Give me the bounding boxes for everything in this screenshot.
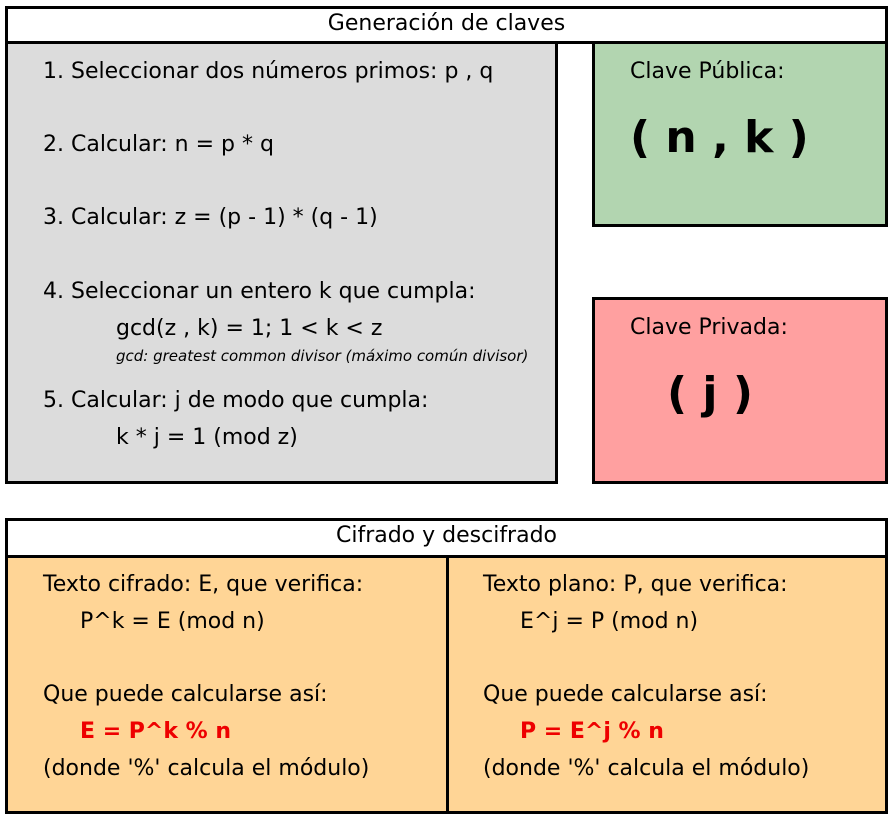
step-4-note: gcd: greatest common divisor (máximo común divisor) [116,347,529,365]
step-4-condition: gcd(z , k) = 1; 1 < k < z [116,316,383,341]
encrypt-line-1: Texto cifrado: E, que verifica: [43,572,364,597]
step-1: 1. Seleccionar dos números primos: p , q [43,59,494,84]
step-3: 3. Calcular: z = (p - 1) * (q - 1) [43,205,378,230]
cipher-title: Cifrado y descifrado [5,518,888,558]
encrypt-line-2: P^k = E (mod n) [80,609,265,634]
step-4: 4. Seleccionar un entero k que cumpla: [43,279,476,304]
keygen-title: Generación de claves [5,6,888,44]
encrypt-line-3: Que puede calcularse así: [43,682,328,707]
decrypt-note: (donde '%' calcula el módulo) [483,756,810,781]
public-key-label: Clave Pública: [630,59,785,84]
encrypt-formula: E = P^k % n [80,719,231,744]
step-5: 5. Calcular: j de modo que cumpla: [43,388,429,413]
keygen-steps-panel [5,41,558,484]
decrypt-line-2: E^j = P (mod n) [520,609,699,634]
decrypt-line-1: Texto plano: P, que verifica: [483,572,788,597]
decrypt-line-3: Que puede calcularse así: [483,682,768,707]
step-5-condition: k * j = 1 (mod z) [116,425,298,450]
step-2: 2. Calcular: n = p * q [43,132,274,157]
encrypt-note: (donde '%' calcula el módulo) [43,756,370,781]
decrypt-formula: P = E^j % n [520,719,664,744]
private-key-value: ( j ) [667,368,753,419]
public-key-value: ( n , k ) [630,112,809,163]
private-key-label: Clave Privada: [630,315,788,340]
